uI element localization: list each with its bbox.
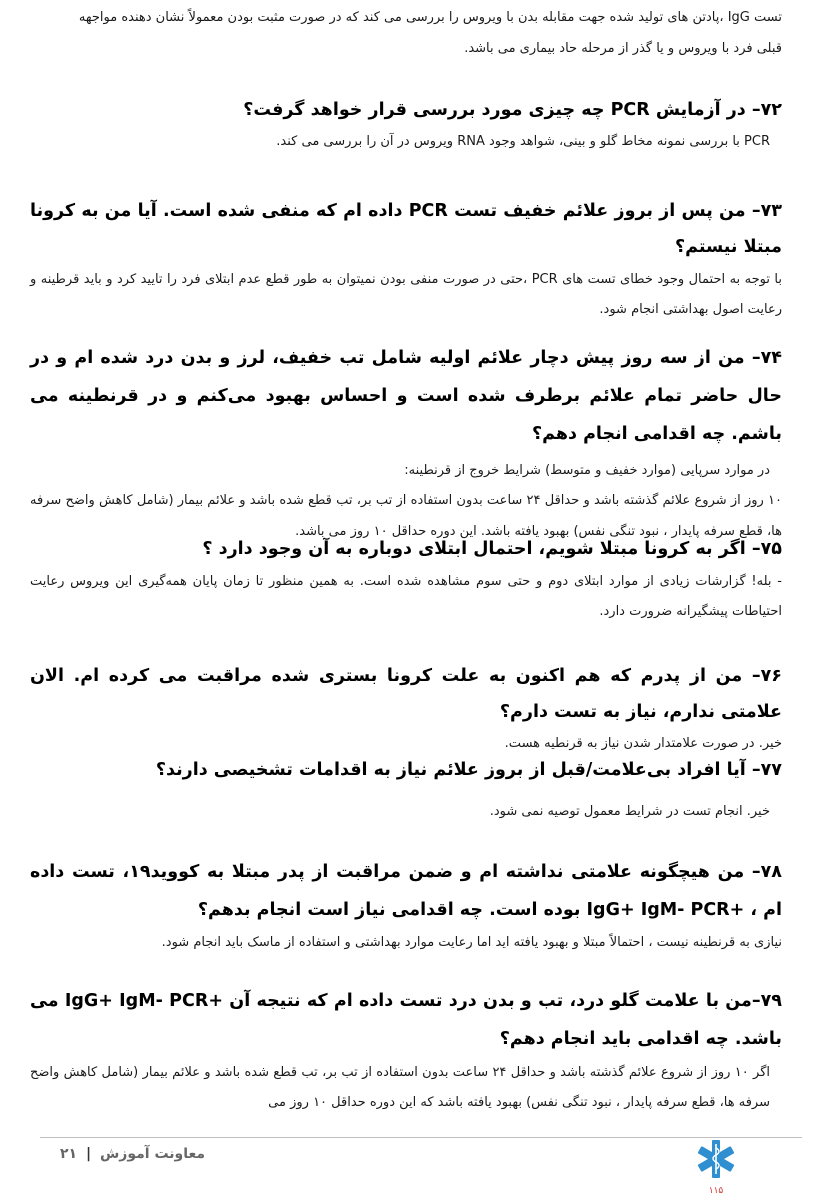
footer-text (60, 1146, 205, 1162)
question-76: ۷۶– من از پدرم که هم اکنون به علت کرونا بستری شده مراقبت می کرده ام. الان علامتی ندارم، نیاز به تست دارم؟ (30, 666, 782, 722)
intro-line-1: تست IgG ،پادتن های تولید شده جهت مقابله بدن با ویروس را بررسی می کند که در صورت مثبت بودن معمولاً نشان دهنده مواجهه (78, 10, 782, 25)
star-of-life-icon (696, 1138, 736, 1196)
qa-75 (30, 531, 782, 627)
question-75: ۷۵– اگر به کرونا مبتلا شویم، احتمال ابتلای دوباره به آن وجود دارد ؟ (202, 539, 782, 559)
question-78: ۷۸– من هیچگونه علامتی نداشته ام و ضمن مراقبت از پدر مبتلا به کووید۱۹، تست داده ام ، +IgG+ IgM- PCR بوده است. چه اقدامی نیاز است انجام بدهم؟ (30, 862, 782, 920)
answer-76: خیر. در صورت علامتدار شدن نیاز به قرنطیه هست. (504, 736, 782, 751)
question-79: ۷۹–من با علامت گلو درد، تب و بدن درد تست داده ام که نتیجه آن +IgG+ IgM- PCR می باشد. چه اقدامی باید انجام دهم؟ (30, 991, 782, 1049)
question-77: ۷۷– آیا افراد بی‌علامت/قبل از بروز علائم نیاز به اقدامات تشخیصی دارند؟ (155, 760, 782, 780)
qa-77 (30, 752, 782, 826)
footer-separator: | (85, 1146, 92, 1162)
qa-78 (30, 853, 782, 957)
qa-79 (30, 982, 782, 1118)
answer-78: نیازی به قرنطینه نیست ، احتمالاً مبتلا و بهبود یافته اید اما رعایت موارد بهداشتی و استفاده از ماسک باید انجام شود. (161, 935, 782, 950)
intro-paragraph (30, 2, 782, 64)
qa-73 (30, 193, 782, 325)
answer-75: - بله! گزارشات زیادی از موارد ابتلای دوم و حتی سوم مشاهده شده است. به همین منظور تا زمان پایان همه‌گیری این ویروس رعایت احتیاطات پیشگیرانه ضرورت دارد. (30, 574, 782, 619)
qa-74 (30, 339, 782, 547)
qa-76 (30, 658, 782, 758)
answer-74-line-1: در موارد سرپایی (موارد خفیف و متوسط) شرایط خروج از قرنطینه: (404, 463, 770, 478)
footer-label: معاونت آموزش (99, 1146, 206, 1162)
logo-number: ۱۱۵ (708, 1186, 724, 1196)
answer-77: خیر. انجام تست در شرایط معمول توصیه نمی شود. (489, 804, 770, 819)
intro-line-2: قبلی فرد با ویروس و یا گذر از مرحله حاد بیماری می باشد. (464, 41, 782, 56)
page-number: ۲۱ (60, 1146, 78, 1162)
answer-72: PCR با بررسی نمونه مخاط گلو و بینی، شواهد وجود RNA ویروس در آن را بررسی می کند. (276, 134, 770, 149)
question-72: ۷۲– در آزمایش PCR چه چیزی مورد بررسی قرار خواهد گرفت؟ (243, 100, 782, 120)
page-footer (40, 1137, 802, 1198)
question-73: ۷۳– من پس از بروز علائم خفیف تست PCR داده ام که منفی شده است. آیا من به کرونا مبتلا نیستم؟ (30, 201, 782, 257)
answer-74-line-2: ۱۰ روز از شروع علائم گذشته باشد و حداقل ۲۴ ساعت بدون استفاده از تب بر، تب قطع شده باشد و علائم بیمار (شامل کاهش واضح سرفه ها، قطع سرفه پایدار ، نبود تنگی نفس) بهبود یافته باشد. این دوره حداقل ۱۰ روز می باشد. (30, 493, 782, 539)
star-of-life-logo (696, 1138, 736, 1196)
answer-73: با توجه به احتمال وجود خطای تست های PCR ،حتی در صورت منفی بودن نمیتوان به طور قطع عدم ابتلای فرد را تایید کرد و باید قرطینه و رعایت اصول بهداشتی انجام شود. (30, 272, 782, 317)
qa-72 (30, 92, 782, 156)
question-74: ۷۴– من از سه روز پیش دچار علائم اولیه شامل تب خفیف، لرز و بدن درد شده ام و در حال حاضر تمام علائم برطرف شده است و احساس بهبود می‌کنم و در قرنطینه می باشم. چه اقدامی انجام دهم؟ (30, 348, 782, 444)
answer-79: اگر ۱۰ روز از شروع علائم گذشته باشد و حداقل ۲۴ ساعت بدون استفاده از تب بر، تب قطع شده باشد و علائم بیمار (شامل کاهش واضح سرفه ها، قطع سرفه پایدار ، نبود تنگی نفس) بهبود یافته باشد که این دوره حداقل ۱۰ روز می (30, 1065, 771, 1110)
